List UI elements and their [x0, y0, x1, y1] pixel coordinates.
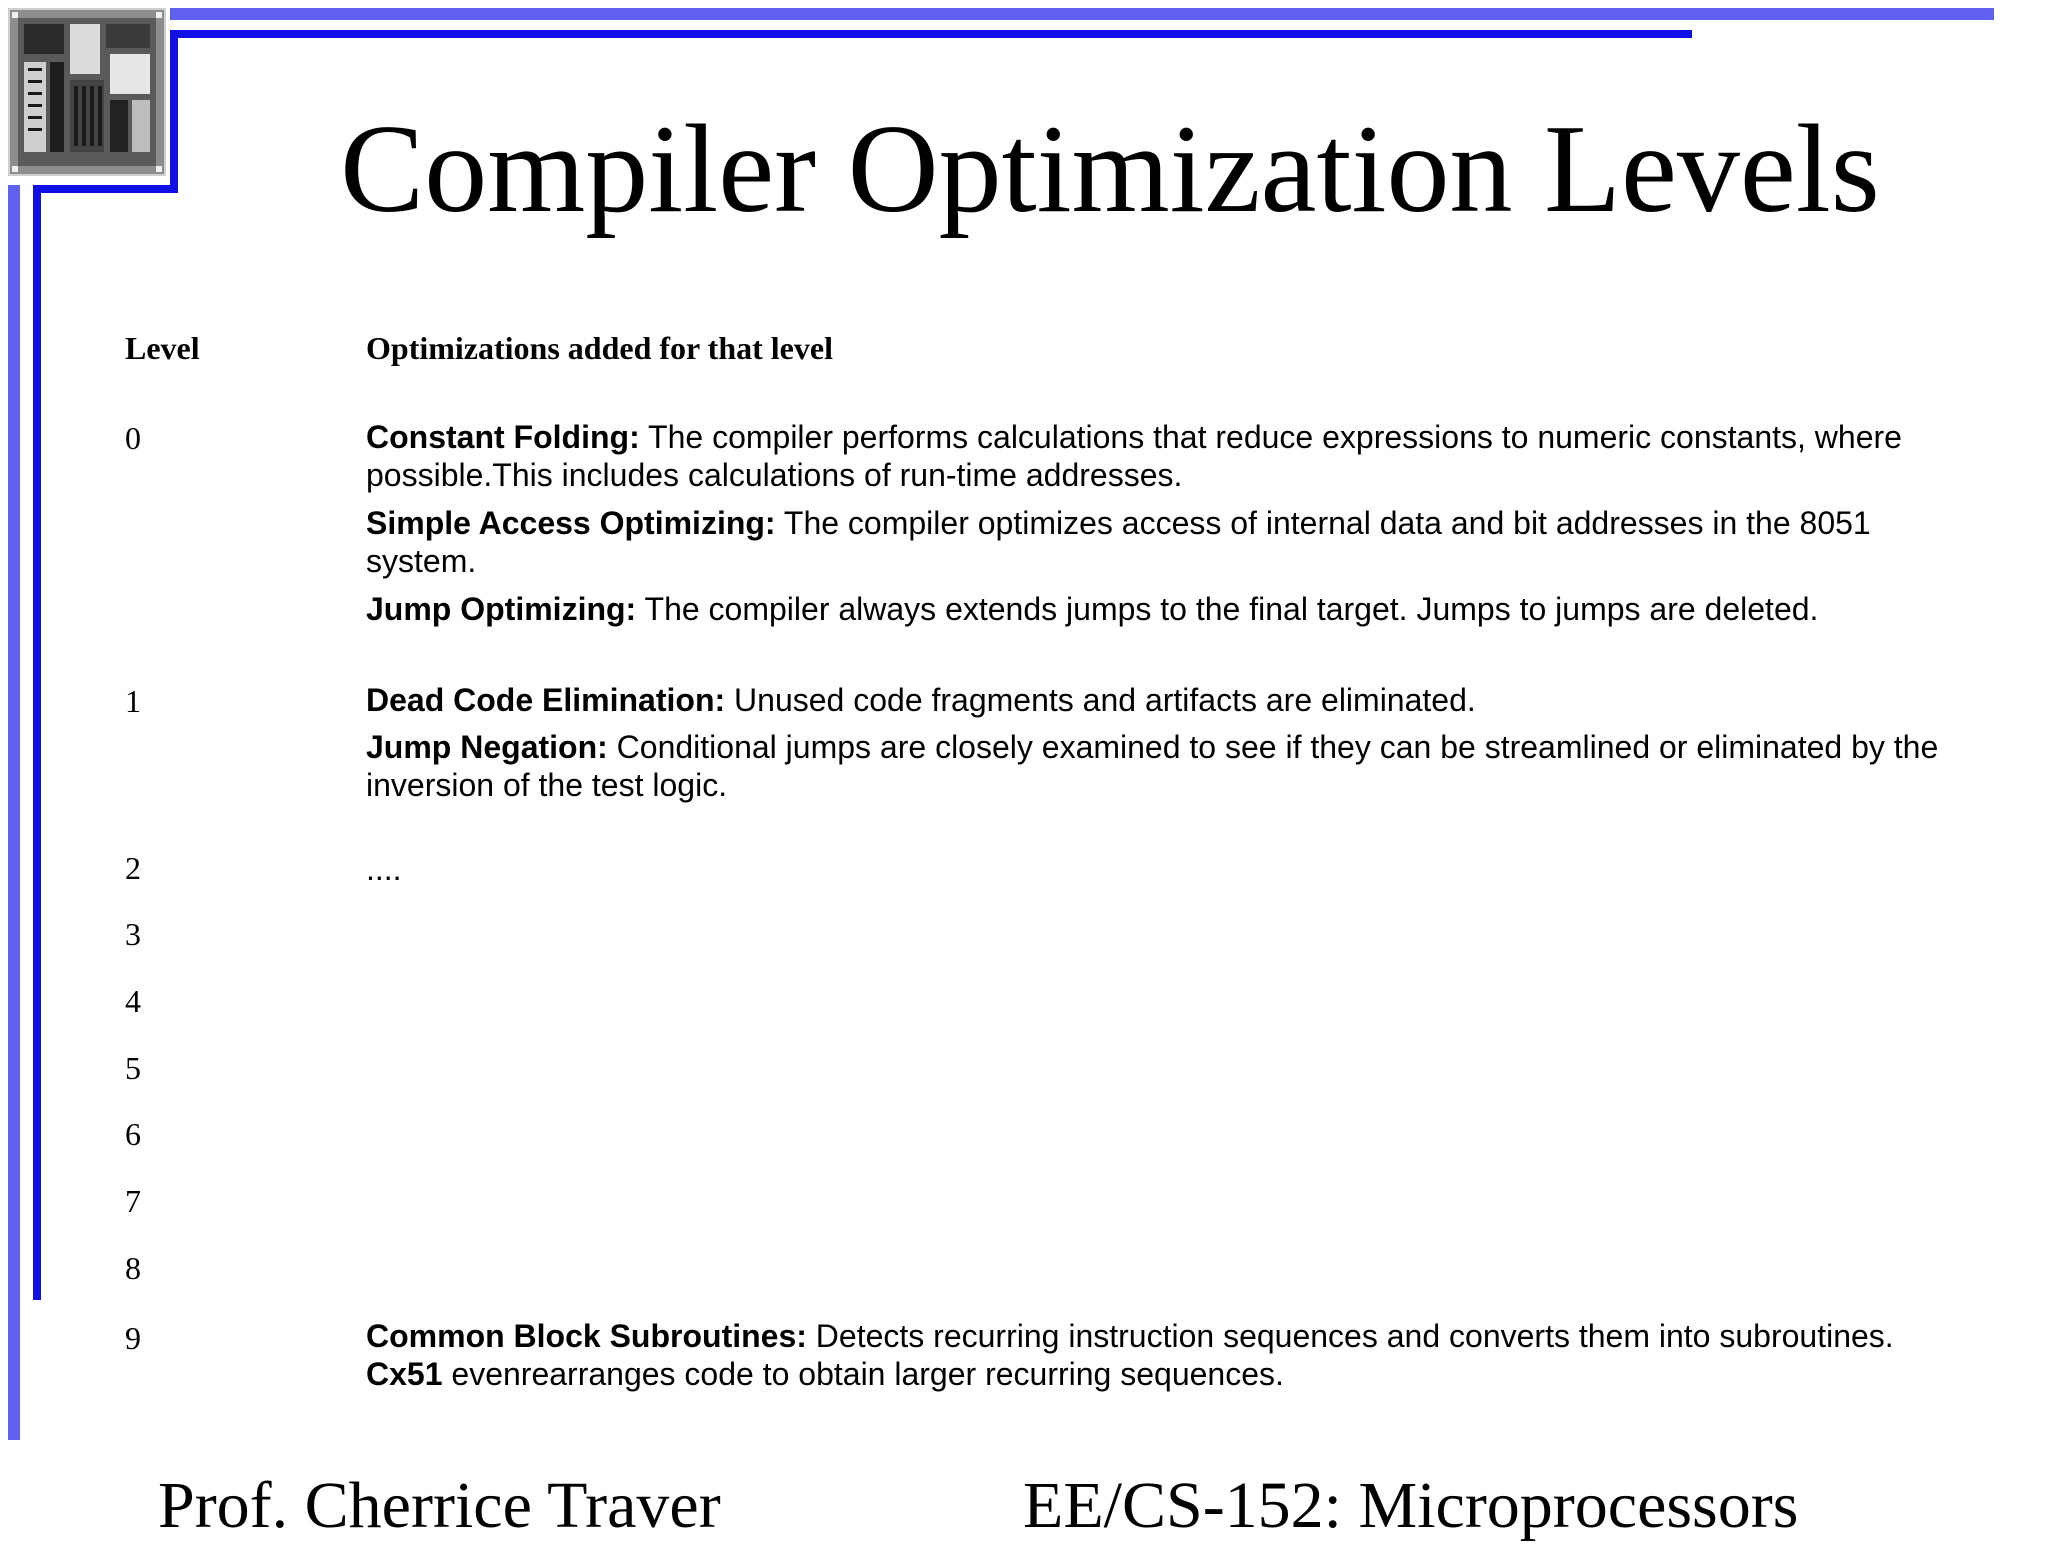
level-number: 5: [125, 1050, 141, 1086]
level-number: 7: [125, 1183, 141, 1219]
optimization-description: ....: [366, 851, 402, 887]
level-number: 2: [125, 850, 141, 886]
chip-die-logo: [8, 8, 166, 176]
slide-title: Compiler Optimization Levels: [340, 100, 1880, 239]
optimization-name: Common Block Subroutines:: [366, 1318, 807, 1354]
optimization-name: Simple Access Optimizing:: [366, 505, 776, 541]
level-number: 9: [125, 1320, 141, 1356]
optimization-name: Dead Code Elimination:: [366, 682, 726, 718]
level-number: 1: [125, 683, 141, 719]
logo-bracket-vertical: [170, 30, 178, 193]
optimization-name: Jump Optimizing:: [366, 591, 637, 627]
left-border-light: [8, 185, 20, 1440]
optimization-description: Unused code fragments and artifacts are eliminated.: [725, 682, 1476, 718]
level-number: 4: [125, 983, 141, 1019]
optimization-description: The compiler always extends jumps to the final target. Jumps to jumps are deleted.: [636, 591, 1819, 627]
level-number: 3: [125, 916, 141, 952]
optimization-common-block-subroutines: [366, 1317, 1966, 1393]
footer-course: EE/CS-152: Microprocessors: [1023, 1469, 1799, 1542]
optimization-jump-negation: [366, 728, 1966, 804]
logo-bracket-horizontal: [33, 185, 178, 193]
left-border-dark: [33, 185, 41, 1300]
optimization-name: Jump Negation:: [366, 729, 608, 765]
optimization-name: Constant Folding:: [366, 419, 640, 455]
level-number: 6: [125, 1116, 141, 1152]
top-border-dark: [170, 30, 1692, 38]
cx51-emphasis: Cx51: [366, 1356, 443, 1392]
level-number: 0: [125, 420, 141, 456]
column-header-optimizations: Optimizations added for that level: [366, 330, 833, 366]
column-header-level: Level: [125, 330, 200, 366]
optimization-description: The compiler performs calculations that reduce expressions to numeric constants, where possible.This includes calculations of run-time addresses.: [366, 419, 1902, 493]
optimization-constant-folding: [366, 418, 1966, 494]
optimization-simple-access: [366, 504, 1966, 580]
top-border-light: [170, 8, 1994, 20]
optimization-description: The compiler optimizes access of internal data and bit addresses in the 8051 system.: [366, 505, 1871, 579]
footer-professor: Prof. Cherrice Traver: [158, 1469, 721, 1542]
optimization-dead-code-elimination: [366, 681, 1966, 719]
optimization-description: Detects recurring instruction sequences and converts them into subroutines.: [806, 1318, 1894, 1354]
optimization-description-continued: evenrearranges code to obtain larger recurring sequences.: [442, 1356, 1284, 1392]
optimization-description: Conditional jumps are closely examined to see if they can be streamlined or eliminated by the inversion of the test logic.: [366, 729, 1939, 803]
optimization-ellipsis: [366, 850, 1966, 888]
level-number: 8: [125, 1250, 141, 1286]
optimization-jump-optimizing: [366, 590, 1966, 628]
